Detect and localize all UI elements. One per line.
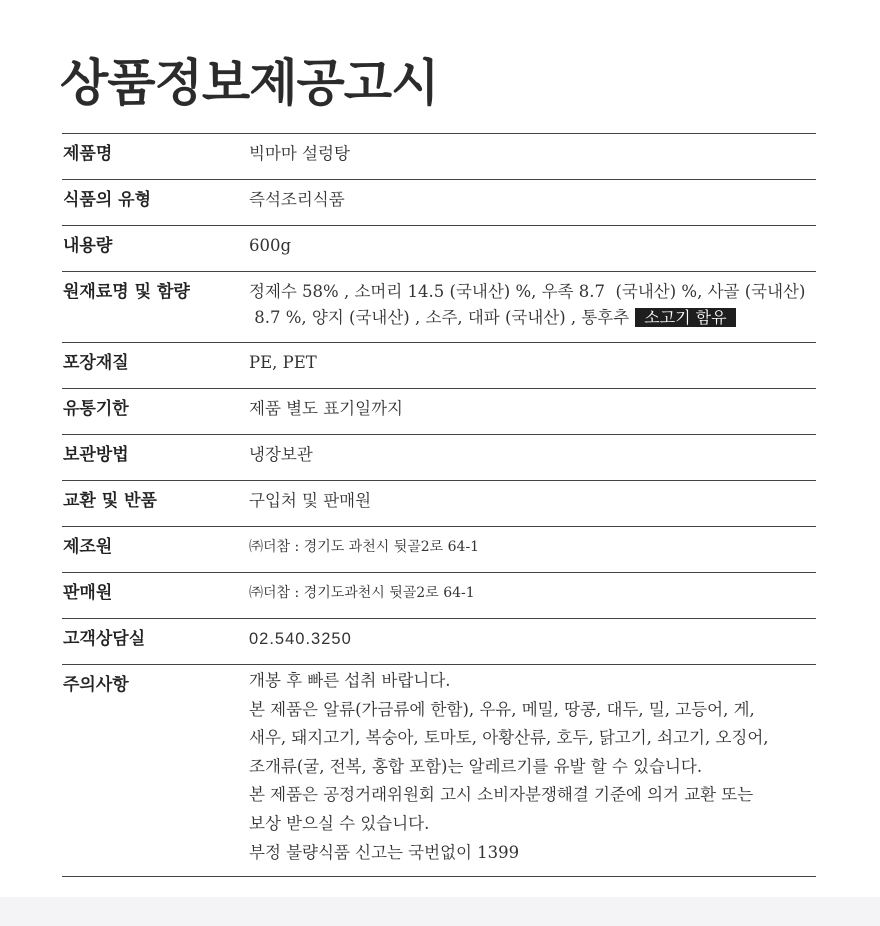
- row-label: 원재료명 및 함량: [63, 282, 190, 302]
- row-label: 고객상담실: [63, 629, 146, 649]
- row-value: PE, PET: [249, 353, 317, 372]
- product-info-table: [62, 133, 816, 877]
- table-row: [62, 134, 816, 180]
- footer-band: [0, 897, 880, 926]
- row-value: ㈜더참 : 경기도 과천시 뒷골2로 64-1: [249, 539, 480, 555]
- row-value: ㈜더참 : 경기도과천시 뒷골2로 64-1: [249, 585, 475, 601]
- ingredients-value: [249, 272, 816, 342]
- row-value: 제품 별도 표기일까지: [249, 399, 403, 418]
- caution-line: 본 제품은 알류(가금류에 한함), 우유, 메밀, 땅콩, 대두, 밀, 고등어, 게,: [249, 699, 755, 719]
- table-row: [62, 527, 816, 573]
- table-row: [62, 435, 816, 481]
- table-row: [62, 573, 816, 619]
- table-row: [62, 180, 816, 226]
- table-row: [62, 226, 816, 272]
- caution-line: 개봉 후 빠른 섭취 바랍니다.: [249, 671, 451, 690]
- beef-badge: 소고기 함유: [635, 308, 735, 327]
- caution-line: 새우, 돼지고기, 복숭아, 토마토, 아황산류, 호두, 닭고기, 쇠고기, 오징어,: [249, 728, 769, 748]
- row-value: 구입처 및 판매원: [249, 491, 372, 510]
- caution-line: 본 제품은 공정거래위원회 고시 소비자분쟁해결 기준에 의거 교환 또는: [249, 785, 754, 805]
- phone-value: 02.540.3250: [249, 630, 352, 648]
- row-label: 내용량: [63, 236, 113, 256]
- row-label: 주의사항: [63, 675, 129, 695]
- ingredients-line-2: [249, 305, 816, 331]
- table-row: [62, 481, 816, 527]
- row-label: 제품명: [63, 144, 113, 164]
- caution-notes: [249, 665, 816, 876]
- row-label: 제조원: [63, 537, 113, 557]
- row-label: 보관방법: [63, 445, 129, 465]
- caution-line: 조개류(굴, 전복, 홍합 포함)는 알레르기를 유발 할 수 있습니다.: [249, 756, 703, 776]
- table-row: [62, 619, 816, 665]
- row-label: 교환 및 반품: [63, 491, 157, 511]
- table-row: [62, 389, 816, 435]
- page-title: 상품정보제공고시: [60, 53, 439, 112]
- row-value: 즉석조리식품: [249, 190, 345, 209]
- row-label: 판매원: [63, 583, 113, 603]
- ingredients-line: 정제수 58% , 소머리 14.5 (국내산) %, 우족 8.7 (국내산) %, 사골 (국내산): [249, 282, 806, 301]
- caution-line: 보상 받으실 수 있습니다.: [249, 813, 430, 833]
- row-value: 600g: [249, 236, 292, 255]
- table-row: [62, 272, 816, 343]
- row-label: 식품의 유형: [63, 190, 152, 210]
- ingredients-line-text: 8.7 %, 양지 (국내산) , 소주, 대파 (국내산) , 통후추: [249, 308, 630, 327]
- row-label: 유통기한: [63, 399, 129, 419]
- row-value: 냉장보관: [249, 445, 313, 464]
- row-value: 빅마마 설렁탕: [249, 144, 350, 163]
- table-row: [62, 343, 816, 389]
- table-row: [62, 665, 816, 877]
- row-label: 포장재질: [63, 353, 129, 373]
- caution-line: 부정 불량식품 신고는 국번없이 1399: [249, 842, 520, 862]
